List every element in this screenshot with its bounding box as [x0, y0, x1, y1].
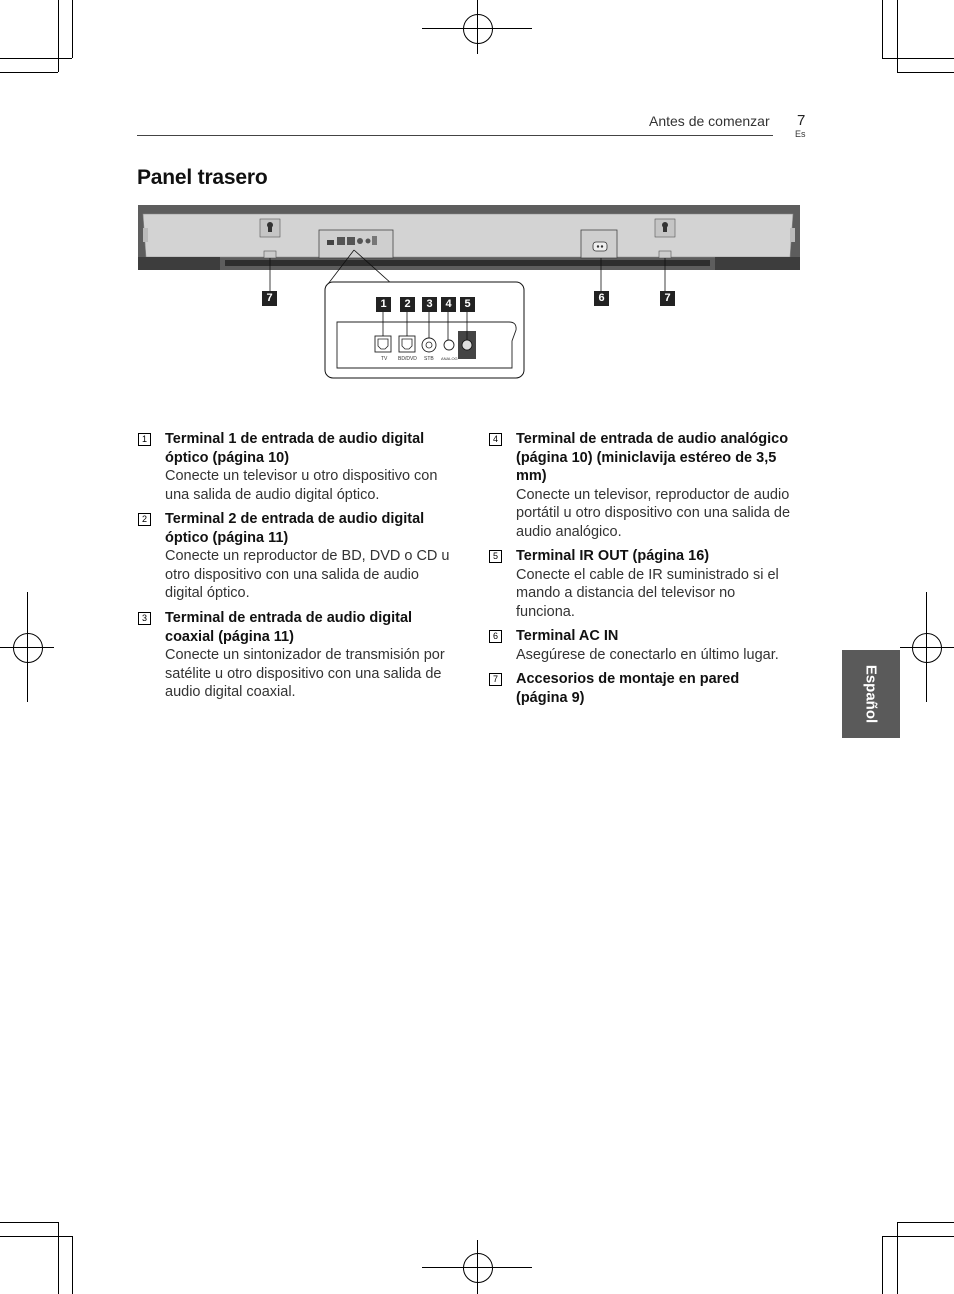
inset-callout-5: 5 [460, 297, 475, 312]
language-code: Es [795, 129, 806, 139]
item-number: 7 [489, 673, 502, 686]
item-number: 3 [138, 612, 151, 625]
port-label-bd-dvd: BD/DVD [398, 356, 417, 362]
ac-in-panel [581, 230, 617, 258]
item-title: Accesorios de montaje en pared (página 9) [516, 671, 740, 706]
item-title: Terminal 1 de entrada de audio digital óptico (página 10) [165, 431, 425, 466]
item-text: Conecte un reproductor de BD, DVD o CD u otro dispositivo con una salida de audio digital óptico. [165, 548, 450, 602]
soundbar-body [138, 205, 800, 270]
port-label-analog: ANALOG [441, 356, 458, 361]
item-title: Terminal de entrada de audio analógico (página 10) (miniclavija estéreo de 3,5 mm) [516, 431, 789, 485]
inset-port-panel [337, 322, 516, 368]
section-title: Antes de comenzar [649, 113, 770, 129]
port-label-tv: TV [381, 356, 388, 362]
page-title: Panel trasero [137, 166, 268, 189]
terminal-panel [319, 230, 393, 258]
item-title: Terminal IR OUT (página 16) [516, 548, 710, 564]
item-number: 1 [138, 433, 151, 446]
item-number: 2 [138, 513, 151, 526]
inset-callout-4: 4 [441, 297, 456, 312]
item-number: 4 [489, 433, 502, 446]
header-rule [137, 135, 773, 136]
item-title: Terminal 2 de entrada de audio digital óptico (página 11) [165, 511, 425, 546]
description-item [489, 430, 809, 542]
inset-callout-2: 2 [400, 297, 415, 312]
item-title: Terminal de entrada de audio digital coaxial (página 11) [165, 610, 413, 645]
description-item [138, 430, 454, 504]
description-item [489, 547, 789, 621]
port-label-stb: STB [424, 356, 434, 362]
inset-callout-3: 3 [422, 297, 437, 312]
language-tab [842, 650, 900, 738]
inset-callout-1: 1 [376, 297, 391, 312]
item-number: 6 [489, 630, 502, 643]
language-tab-label: Español [862, 664, 880, 724]
item-title: Terminal AC IN [516, 628, 619, 644]
item-text: Conecte el cable de IR suministrado si el mando a distancia del televisor no funciona. [516, 566, 779, 620]
description-item [489, 670, 769, 707]
rear-panel-diagram [135, 200, 805, 385]
item-text: Conecte un televisor u otro dispositivo con una salida de audio digital óptico. [165, 468, 438, 503]
page-number: 7 [797, 112, 806, 129]
description-item [489, 627, 809, 664]
item-text: Conecte un televisor, reproductor de audio portátil u otro dispositivo con una salida de audio analógico. [516, 486, 791, 540]
item-text: Asegúrese de conectarlo en último lugar. [516, 646, 779, 663]
description-item [138, 609, 454, 702]
callout-7-left: 7 [262, 291, 277, 306]
callout-6: 6 [594, 291, 609, 306]
description-item [138, 510, 454, 603]
callout-7-right: 7 [660, 291, 675, 306]
item-number: 5 [489, 550, 502, 563]
item-text: Conecte un sintonizador de transmisión por satélite u otro dispositivo con una salida de audio digital coaxial. [165, 647, 445, 701]
